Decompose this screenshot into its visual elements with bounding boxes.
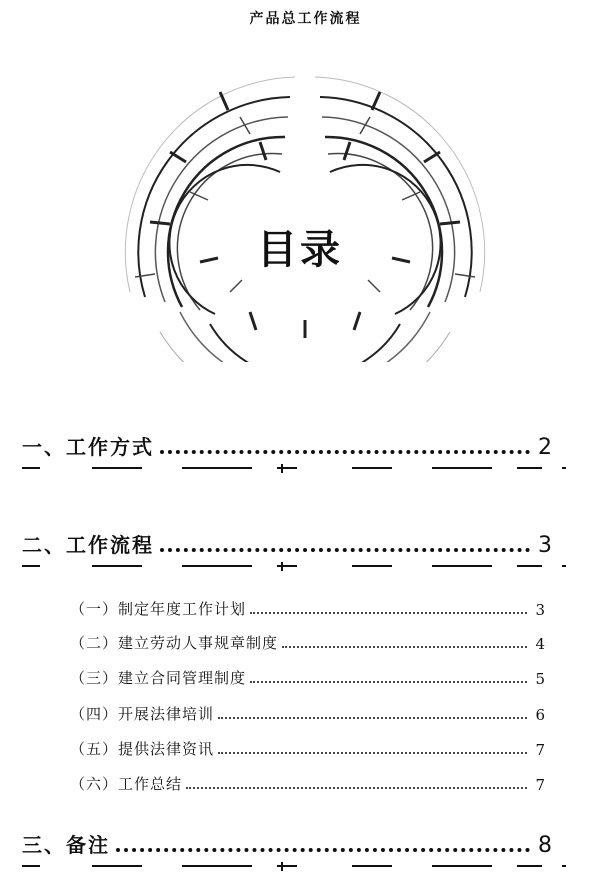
decorative-underline bbox=[22, 560, 572, 572]
toc-subentry-page: 6 bbox=[535, 706, 545, 724]
toc-subentry-page: 5 bbox=[535, 670, 545, 688]
toc-subentry-6[interactable] bbox=[70, 772, 545, 794]
toc-subentry-label: （六）工作总结 bbox=[70, 775, 183, 793]
toc-subentry-page: 7 bbox=[535, 741, 545, 759]
toc-subentry-label: （二）建立劳动人事规章制度 bbox=[70, 634, 279, 652]
toc-subentry-page: 3 bbox=[535, 601, 545, 619]
toc-subentry-page: 7 bbox=[535, 776, 545, 794]
toc-subentry-2[interactable] bbox=[70, 631, 545, 653]
dot-leader bbox=[250, 681, 527, 683]
toc-subentry-label: （一）制定年度工作计划 bbox=[70, 600, 247, 618]
toc-subentry-4[interactable] bbox=[70, 702, 545, 724]
dot-leader bbox=[160, 548, 530, 552]
dot-leader bbox=[282, 646, 527, 648]
toc-entry-page: 2 bbox=[538, 435, 552, 460]
dot-leader bbox=[116, 848, 530, 852]
circular-maze-illustration bbox=[110, 62, 500, 362]
toc-entry-3[interactable] bbox=[22, 830, 552, 858]
toc-entry-2[interactable] bbox=[22, 530, 552, 558]
toc-entry-label: 一、工作方式 bbox=[22, 435, 154, 459]
dot-leader bbox=[250, 612, 527, 614]
decorative-underline bbox=[22, 860, 572, 872]
toc-entry-label: 二、工作流程 bbox=[22, 533, 154, 557]
dot-leader bbox=[218, 717, 527, 719]
dot-leader bbox=[218, 752, 527, 754]
toc-subentry-label: （三）建立合同管理制度 bbox=[70, 669, 247, 687]
toc-entry-label: 三、备注 bbox=[22, 833, 110, 857]
toc-subentry-3[interactable] bbox=[70, 666, 545, 688]
toc-entry-page: 8 bbox=[538, 833, 552, 858]
toc-subentry-5[interactable] bbox=[70, 737, 545, 759]
toc-entry-page: 3 bbox=[538, 533, 552, 558]
decorative-underline bbox=[22, 462, 572, 474]
toc-entry-1[interactable] bbox=[22, 432, 552, 460]
toc-subentry-page: 4 bbox=[535, 635, 545, 653]
dot-leader bbox=[160, 450, 530, 454]
toc-cover-title: 目录 bbox=[257, 227, 343, 273]
document-header: 产品总工作流程 bbox=[249, 11, 362, 27]
dot-leader bbox=[186, 787, 527, 789]
toc-subentry-1[interactable] bbox=[70, 597, 545, 619]
toc-subentry-label: （四）开展法律培训 bbox=[70, 705, 215, 723]
toc-subentry-label: （五）提供法律资讯 bbox=[70, 740, 215, 758]
